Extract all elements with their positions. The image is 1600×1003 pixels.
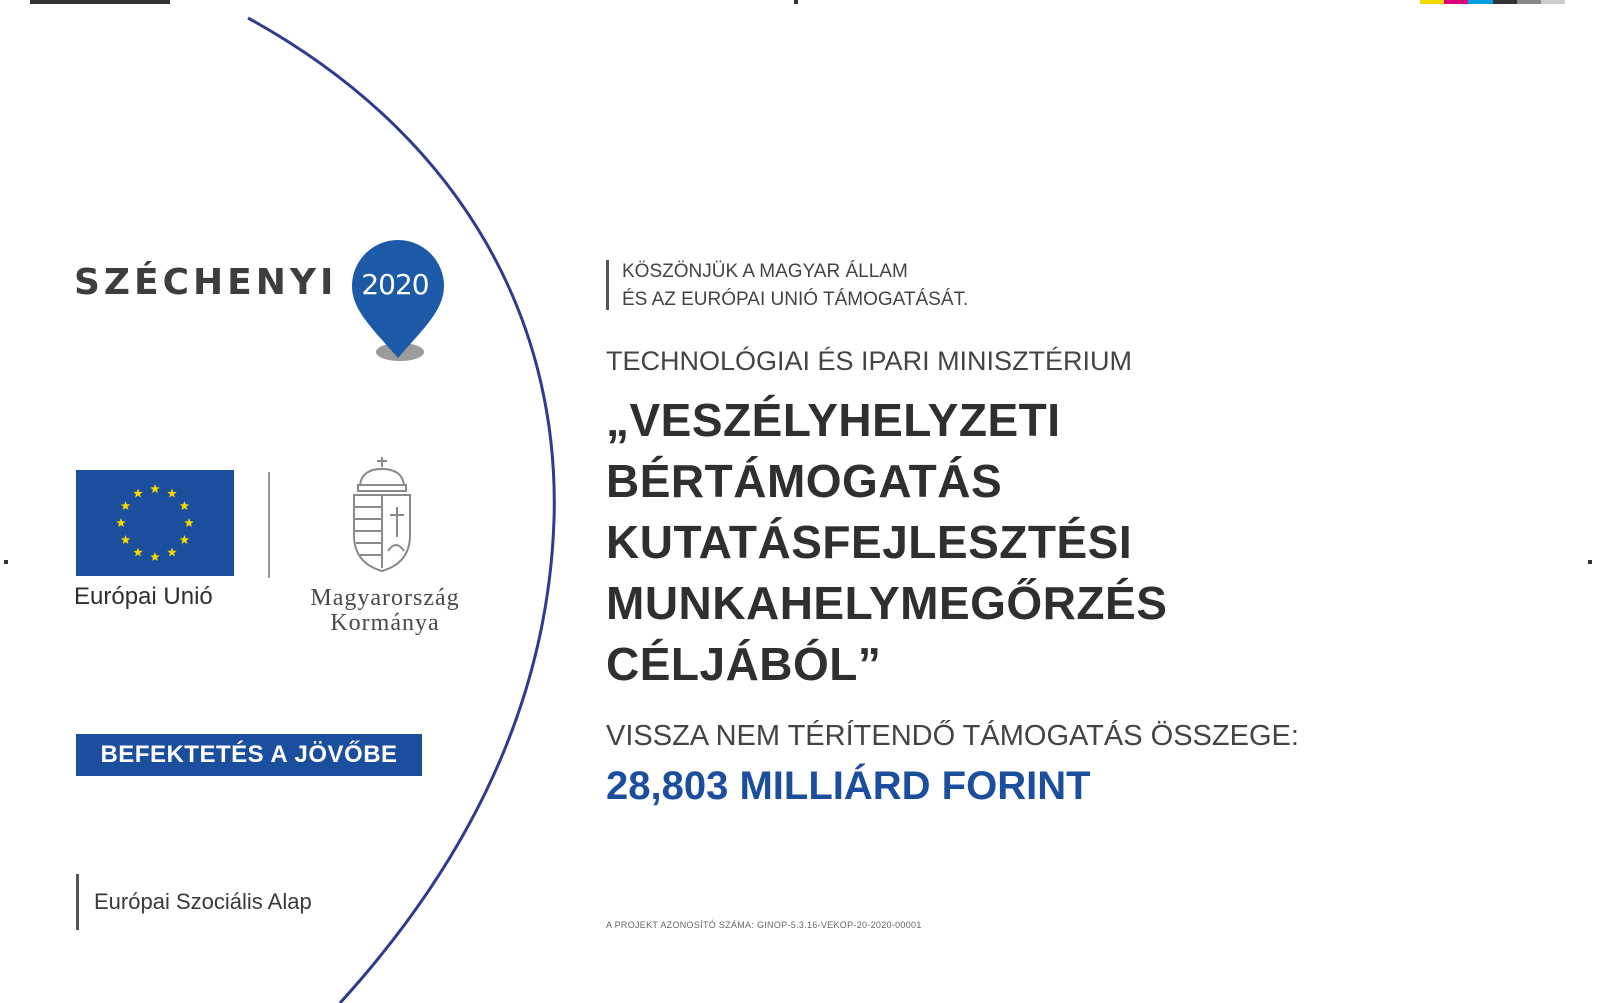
crop-mark (30, 0, 170, 4)
hungarian-coat-of-arms-icon (346, 455, 418, 575)
government-label-line2: Kormánya (330, 610, 440, 636)
invest-in-future-badge: BEFEKTETÉS A JÖVŐBE (76, 734, 422, 776)
crop-mark (4, 560, 8, 564)
amount-value: 28,803 MILLIÁRD FORINT (606, 764, 1091, 808)
logo-divider (268, 472, 270, 578)
amount-label: VISSZA NEM TÉRÍTENDŐ TÁMOGATÁS ÖSSZEGE: (606, 720, 1299, 752)
thanks-divider (606, 260, 609, 310)
project-title-line: KUTATÁSFEJLESZTÉSI (606, 516, 1133, 568)
project-title-line: MUNKAHELYMEGŐRZÉS (606, 577, 1168, 629)
color-calibration-bar (1420, 0, 1565, 4)
project-title-line: „VESZÉLYHELYZETI (606, 394, 1061, 446)
thanks-text (622, 258, 968, 314)
szechenyi-word: SZÉCHENYI (74, 262, 338, 303)
thanks-line2: ÉS AZ EURÓPAI UNIÓ TÁMOGATÁSÁT. (622, 289, 969, 310)
project-title-line: BÉRTÁMOGATÁS (606, 455, 1003, 507)
project-id: A PROJEKT AZONOSÍTÓ SZÁMA: GINOP-5.3.16-VEKOP-20-2020-00001 (606, 920, 922, 930)
fund-label: Európai Szociális Alap (94, 889, 312, 914)
thanks-line1: KÖSZÖNJÜK A MAGYAR ÁLLAM (622, 261, 908, 282)
government-label-line1: Magyarország (310, 585, 460, 611)
crop-mark (1588, 560, 1592, 564)
fund-divider (76, 874, 79, 930)
szechenyi-year: 2020 (361, 268, 429, 301)
project-title (606, 390, 1366, 695)
ministry-name: TECHNOLÓGIAI ÉS IPARI MINISZTÉRIUM (606, 346, 1133, 376)
crop-mark (794, 0, 798, 4)
location-pin-icon (342, 240, 502, 365)
eu-flag-icon (76, 470, 234, 576)
project-title-line: CÉLJÁBÓL” (606, 638, 882, 690)
eu-label: Európai Unió (74, 583, 213, 610)
szechenyi-2020-logo (74, 240, 434, 360)
